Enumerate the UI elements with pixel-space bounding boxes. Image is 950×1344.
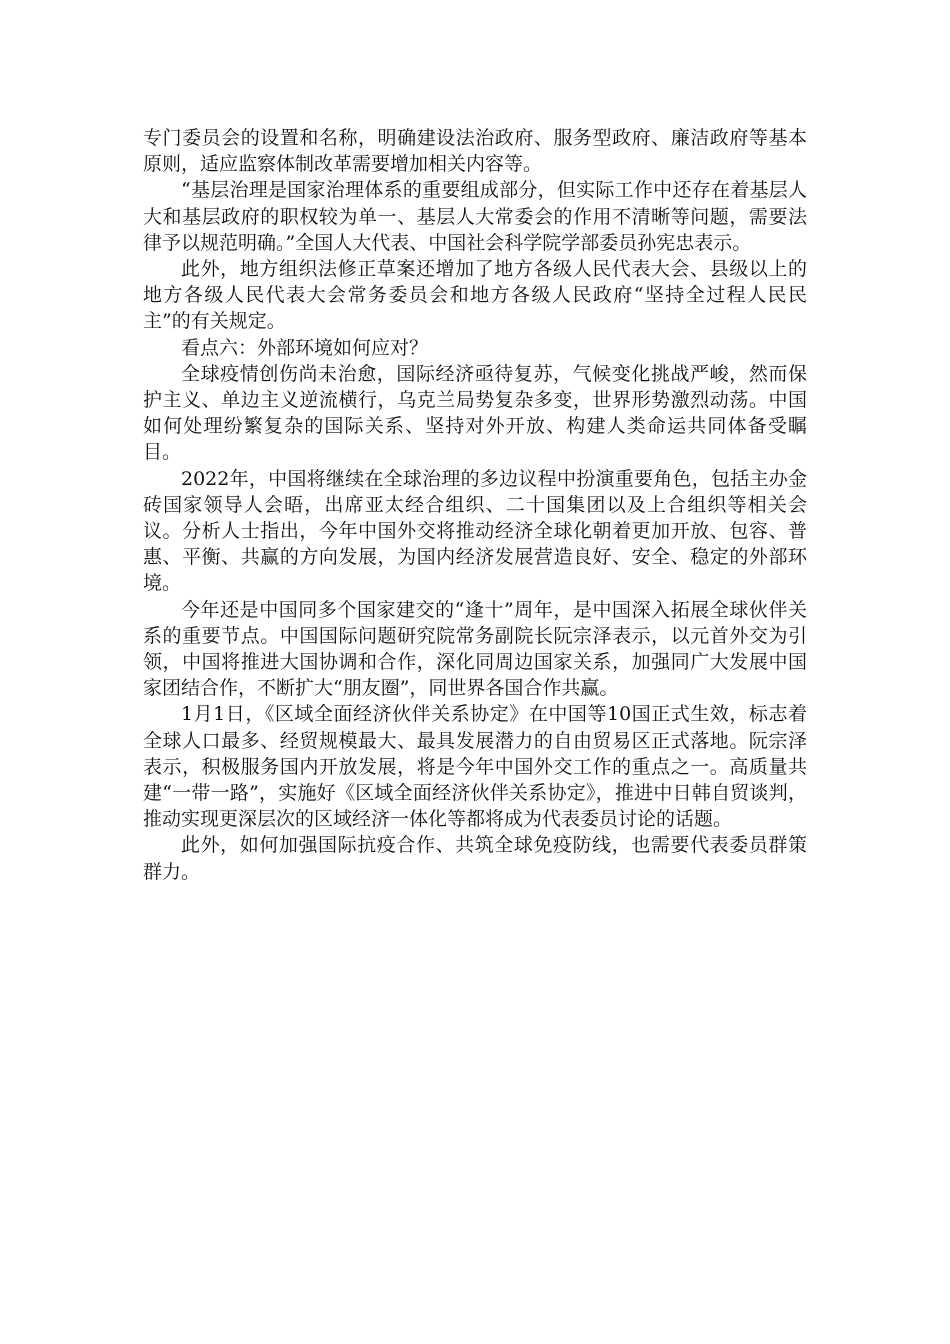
paragraph-1: 专门委员会的设置和名称，明确建设法治政府、服务型政府、廉洁政府等基本原则，适应监察体制改革需要增加相关内容等。 [143, 127, 807, 176]
paragraph-8: 此外，如何加强国际抗疫合作、共筑全球免疫防线，也需要代表委员群策群力。 [143, 834, 807, 883]
paragraph-5: 2022年，中国将继续在全球治理的多边议程中扮演重要角色，包括主办金砖国家领导人会晤，出席亚太经合组织、二十国集团以及上合组织等相关会议。分析人士指出，今年中国外交将推动经济全球化朝着更加开放、包容、普惠、平衡、共赢的方向发展，为国内经济发展营造良好、安全、稳定的外部环境。 [143, 467, 807, 595]
paragraph-2: “基层治理是国家治理体系的重要组成部分，但实际工作中还存在着基层人大和基层政府的职权较为单一、基层人大常委会的作用不清晰等问题，需要法律予以规范明确。”全国人大代表、中国社会科学院学部委员孙宪忠表示。 [143, 179, 807, 254]
paragraph-4: 全球疫情创伤尚未治愈，国际经济亟待复苏，气候变化挑战严峻，然而保护主义、单边主义逆流横行，乌克兰局势复杂多变，世界形势激烈动荡。中国如何处理纷繁复杂的国际关系、坚持对外开放、构建人类命运共同体备受瞩目。 [143, 362, 807, 464]
paragraph-6: 今年还是中国同多个国家建交的“逢十”周年，是中国深入拓展全球伙伴关系的重要节点。中国国际问题研究院常务副院长阮宗泽表示，以元首外交为引领，中国将推进大国协调和合作，深化同周边国家关系，加强同广大发展中国家团结合作，不断扩大“朋友圈”，同世界各国合作共赢。 [143, 598, 807, 700]
section-heading: 看点六：外部环境如何应对？ [181, 336, 429, 359]
paragraph-7: 1月1日，《区域全面经济伙伴关系协定》在中国等10国正式生效，标志着全球人口最多、经贸规模最大、最具发展潜力的自由贸易区正式落地。阮宗泽表示，积极服务国内开放发展，将是今年中国外交工作的重点之一。高质量共建“一带一路”，实施好《区域全面经济伙伴关系协定》，推进中日韩自贸谈判，推动实现更深层次的区域经济一体化等都将成为代表委员讨论的话题。 [143, 703, 807, 831]
paragraph-3: 此外，地方组织法修正草案还增加了地方各级人民代表大会、县级以上的地方各级人民代表大会常务委员会和地方各级人民政府“坚持全过程人民民主”的有关规定。 [143, 258, 807, 333]
document-body [143, 125, 807, 885]
